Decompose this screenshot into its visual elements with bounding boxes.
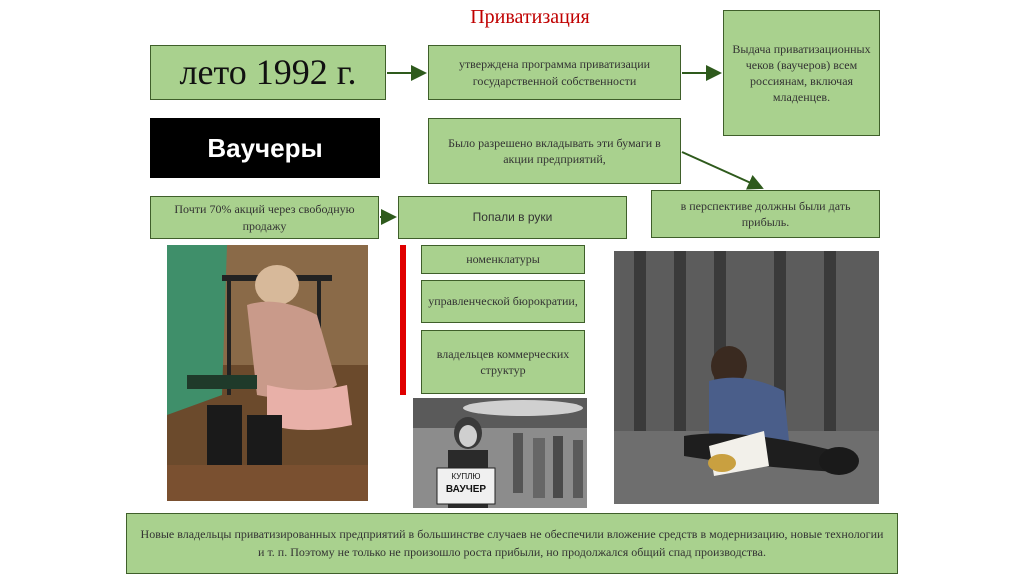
slide-title: Приватизация <box>470 6 590 28</box>
checks-text: Выдача приватизационных чеков (ваучеров) всем россиянам, включая младенцев. <box>732 41 871 105</box>
group-text-2: управленческой бюрократии, <box>428 294 578 309</box>
group-text-3: владельцев коммерческих структур <box>436 346 570 377</box>
arrow-invest-to-profit <box>682 152 762 188</box>
date-text: лето 1992 г. <box>179 52 357 93</box>
shares-text: Почти 70% акций через свободную продажу <box>174 202 355 233</box>
profit-text: в перспективе должны были дать прибыль. <box>680 198 851 229</box>
program-text: утверждена программа приватизации государственной собственности <box>458 57 651 88</box>
sign-text-top: КУПЛЮ <box>451 472 481 481</box>
invest-text: Было разрешено вкладывать эти бумаги в акции предприятий, <box>448 135 661 166</box>
conclusion-text: Новые владельцы приватизированных предприятий в большинстве случаев не обеспечили вложение средств в модернизацию, новые технологии и т. п. Поэтому не только не произошло роста прибыли, но продолжался общий спад производства. <box>140 527 884 559</box>
hands-text: Попали в руки <box>472 210 553 225</box>
vouchers-label: Ваучеры <box>150 118 380 178</box>
group-text-1: номенклатуры <box>466 252 540 267</box>
sign-text-bottom: ВАУЧЕР <box>445 484 487 495</box>
